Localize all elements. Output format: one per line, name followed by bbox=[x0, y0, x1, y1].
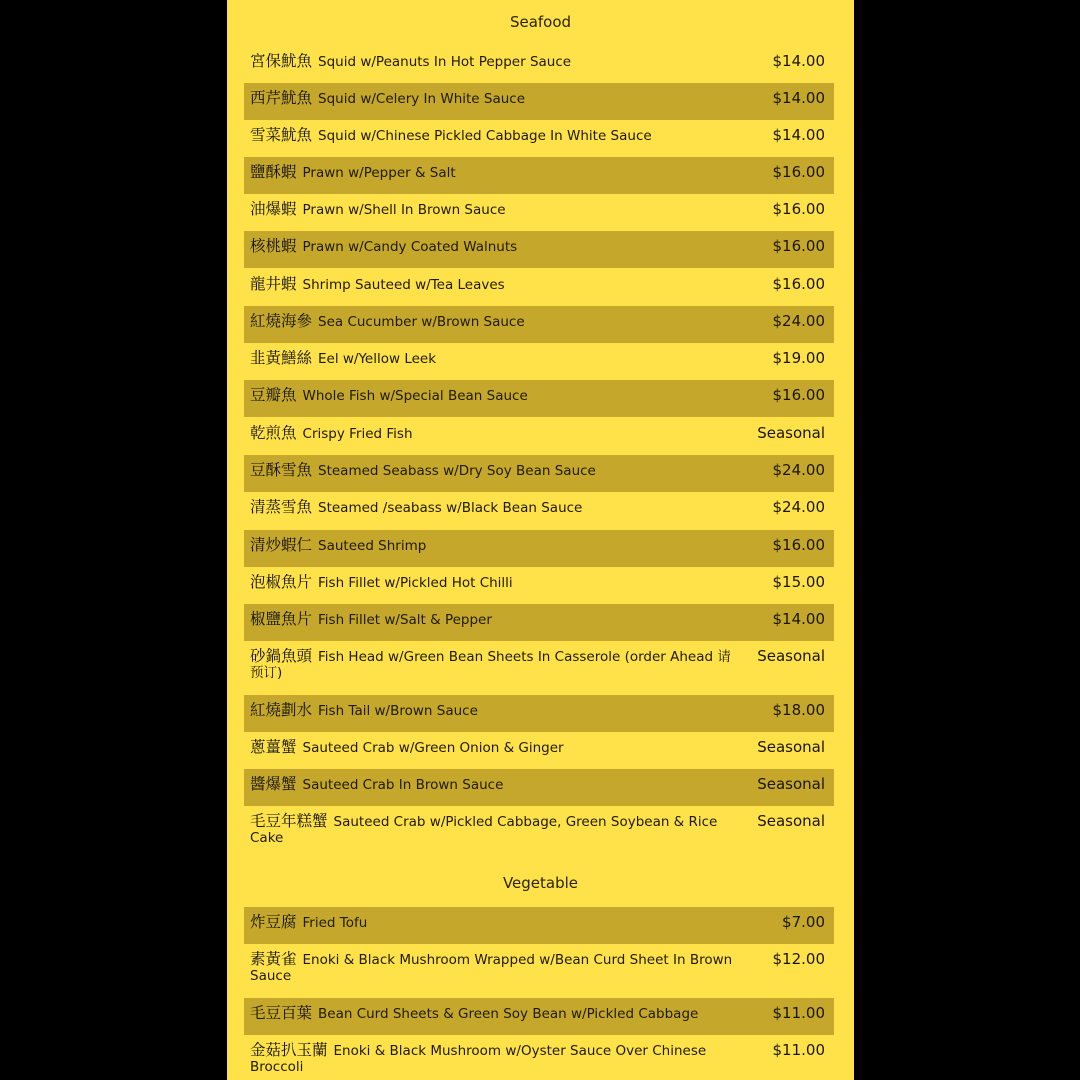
item-english-name: Fish Tail w/Brown Sauce bbox=[318, 703, 478, 719]
item-english-name: Squid w/Chinese Pickled Cabbage In White Sauce bbox=[318, 128, 652, 144]
item-english-name: Fish Fillet w/Salt & Pepper bbox=[318, 612, 492, 628]
item-chinese-name: 油爆蝦 bbox=[250, 200, 297, 218]
item-english-name: Whole Fish w/Special Bean Sauce bbox=[302, 388, 528, 404]
menu-item bbox=[244, 306, 834, 343]
item-english-name: Sea Cucumber w/Brown Sauce bbox=[318, 314, 525, 330]
item-price: $24.00 bbox=[772, 461, 825, 479]
item-english-name: Eel w/Yellow Leek bbox=[318, 351, 437, 367]
item-chinese-name: 素黃雀 bbox=[250, 950, 297, 968]
item-price: $16.00 bbox=[772, 536, 825, 554]
item-chinese-name: 乾煎魚 bbox=[250, 424, 297, 442]
item-english-name: Squid w/Celery In White Sauce bbox=[318, 91, 526, 107]
item-price: $24.00 bbox=[772, 498, 825, 516]
item-english-name: Steamed /seabass w/Black Bean Sauce bbox=[318, 500, 583, 516]
item-chinese-name: 宮保魷魚 bbox=[250, 52, 313, 70]
menu-item bbox=[244, 695, 834, 732]
item-price: $16.00 bbox=[772, 275, 825, 293]
menu-item bbox=[244, 806, 834, 860]
item-price: $7.00 bbox=[782, 913, 825, 931]
menu-item bbox=[244, 769, 834, 806]
item-price: $16.00 bbox=[772, 386, 825, 404]
item-chinese-name: 泡椒魚片 bbox=[250, 573, 313, 591]
item-price: Seasonal bbox=[757, 647, 825, 665]
section-title-vegetable: Vegetable bbox=[502, 874, 579, 892]
item-english-name: Prawn w/Pepper & Salt bbox=[302, 165, 456, 181]
item-chinese-name: 清炒蝦仁 bbox=[250, 536, 313, 554]
menu-item bbox=[244, 83, 834, 120]
item-price: $24.00 bbox=[772, 312, 825, 330]
item-english-name: Bean Curd Sheets & Green Soy Bean w/Pickled Cabbage bbox=[318, 1006, 699, 1022]
item-price: $12.00 bbox=[772, 950, 825, 968]
item-chinese-name: 雪菜魷魚 bbox=[250, 126, 313, 144]
item-chinese-name: 炸豆腐 bbox=[250, 913, 297, 931]
item-chinese-name: 砂鍋魚頭 bbox=[250, 647, 313, 665]
item-price: Seasonal bbox=[757, 812, 825, 830]
item-chinese-name: 椒鹽魚片 bbox=[250, 610, 313, 628]
item-price: Seasonal bbox=[757, 738, 825, 756]
item-price: $16.00 bbox=[772, 200, 825, 218]
menu-item bbox=[244, 907, 834, 944]
item-english-name: Fish Head w/Green Bean Sheets In Casserole (order Ahead 请预订) bbox=[250, 649, 731, 681]
item-price: $14.00 bbox=[772, 52, 825, 70]
item-chinese-name: 清蒸雪魚 bbox=[250, 498, 313, 516]
item-chinese-name: 紅燒海參 bbox=[250, 312, 313, 330]
menu-item bbox=[244, 46, 834, 83]
item-english-name: Prawn w/Candy Coated Walnuts bbox=[302, 239, 518, 255]
item-chinese-name: 豆瓣魚 bbox=[250, 386, 297, 404]
item-english-name: Fish Fillet w/Pickled Hot Chilli bbox=[318, 575, 513, 591]
item-english-name: Fried Tofu bbox=[302, 915, 368, 931]
item-chinese-name: 龍井蝦 bbox=[250, 275, 297, 293]
item-price: $18.00 bbox=[772, 701, 825, 719]
item-english-name: Sauteed Crab w/Pickled Cabbage, Green Soybean & Rice Cake bbox=[250, 814, 718, 846]
item-english-name: Prawn w/Shell In Brown Sauce bbox=[302, 202, 506, 218]
menu-item bbox=[244, 194, 834, 231]
item-english-name: Sauteed Shrimp bbox=[318, 538, 427, 554]
menu-item bbox=[244, 157, 834, 194]
menu-item bbox=[244, 455, 834, 492]
menu-item bbox=[244, 530, 834, 567]
item-chinese-name: 核桃蝦 bbox=[250, 237, 297, 255]
item-chinese-name: 醬爆蟹 bbox=[250, 775, 297, 793]
item-chinese-name: 鹽酥蝦 bbox=[250, 163, 297, 181]
item-chinese-name: 毛豆年糕蟹 bbox=[250, 812, 328, 830]
item-english-name: Enoki & Black Mushroom w/Oyster Sauce Over Chinese Broccoli bbox=[250, 1043, 707, 1075]
menu-item bbox=[244, 120, 834, 157]
item-english-name: Sauteed Crab In Brown Sauce bbox=[302, 777, 504, 793]
item-chinese-name: 蔥薑蟹 bbox=[250, 738, 297, 756]
item-price: $19.00 bbox=[772, 349, 825, 367]
menu-item bbox=[244, 732, 834, 769]
item-chinese-name: 毛豆百葉 bbox=[250, 1004, 313, 1022]
item-english-name: Crispy Fried Fish bbox=[302, 426, 413, 442]
item-price: $14.00 bbox=[772, 610, 825, 628]
item-price: $14.00 bbox=[772, 89, 825, 107]
item-price: $14.00 bbox=[772, 126, 825, 144]
menu-item bbox=[244, 998, 834, 1035]
menu-item bbox=[244, 343, 834, 380]
item-english-name: Shrimp Sauteed w/Tea Leaves bbox=[302, 277, 505, 293]
item-price: Seasonal bbox=[757, 775, 825, 793]
item-english-name: Enoki & Black Mushroom Wrapped w/Bean Curd Sheet In Brown Sauce bbox=[250, 952, 733, 984]
item-chinese-name: 金菇扒玉蘭 bbox=[250, 1041, 328, 1059]
menu-panel bbox=[227, 0, 854, 1080]
menu-item bbox=[244, 231, 834, 268]
menu-item bbox=[244, 944, 834, 998]
item-chinese-name: 紅燒劃水 bbox=[250, 701, 313, 719]
item-price: $11.00 bbox=[772, 1041, 825, 1059]
item-price: $16.00 bbox=[772, 163, 825, 181]
item-price: $15.00 bbox=[772, 573, 825, 591]
menu-item bbox=[244, 604, 834, 641]
item-chinese-name: 豆酥雪魚 bbox=[250, 461, 313, 479]
item-price: Seasonal bbox=[757, 424, 825, 442]
item-english-name: Sauteed Crab w/Green Onion & Ginger bbox=[302, 740, 564, 756]
menu-item bbox=[244, 492, 834, 529]
menu-item bbox=[244, 1035, 834, 1080]
item-english-name: Steamed Seabass w/Dry Soy Bean Sauce bbox=[318, 463, 596, 479]
item-price: $16.00 bbox=[772, 237, 825, 255]
item-price: $11.00 bbox=[772, 1004, 825, 1022]
menu-item bbox=[244, 269, 834, 306]
section-title-seafood: Seafood bbox=[509, 13, 572, 31]
menu-item bbox=[244, 380, 834, 417]
item-chinese-name: 韭黃鱔絲 bbox=[250, 349, 313, 367]
menu-item bbox=[244, 418, 834, 455]
item-english-name: Squid w/Peanuts In Hot Pepper Sauce bbox=[318, 54, 572, 70]
item-chinese-name: 西芹魷魚 bbox=[250, 89, 313, 107]
menu-item bbox=[244, 641, 834, 695]
menu-item bbox=[244, 567, 834, 604]
